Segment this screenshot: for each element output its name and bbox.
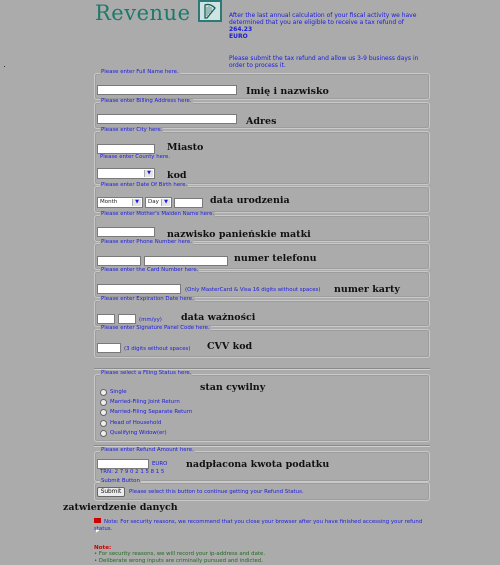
- full-name-input[interactable]: [97, 85, 237, 95]
- city-input[interactable]: [97, 144, 155, 154]
- note-title: Note:: [94, 545, 112, 551]
- city-label: Please enter City here.: [101, 127, 163, 133]
- refund-currency: EURO: [229, 33, 248, 40]
- maiden-label: Please enter Mother's Maiden Name here.: [101, 211, 215, 217]
- security-note: Note: For security reasons, we recommend that you close your browser after you have finished accessing your refund status.: [94, 519, 423, 532]
- radio-button[interactable]: [100, 409, 107, 416]
- annotation-address: Adres: [246, 116, 277, 127]
- annotation-filing: stan cywilny: [200, 382, 266, 393]
- annotation-city: Miasto: [167, 142, 204, 153]
- phone-label: Please enter Phone Number here.: [101, 239, 192, 245]
- stray-dot: [4, 66, 5, 67]
- filing-option-label: Head of Household: [110, 420, 162, 426]
- intro-sentence: After the last annual calculation of your fiscal activity we have determined that you are eligible to receive a tax refund of: [229, 12, 417, 26]
- annotation-expiry: data ważności: [181, 312, 256, 323]
- submit-legend: Submit Button: [101, 478, 140, 484]
- dob-label: Please enter Date Of Birth here.: [101, 182, 188, 188]
- annotation-card: numer karty: [334, 284, 400, 295]
- annotation-phone: numer telefonu: [234, 253, 317, 264]
- annotation-refund: nadpłacona kwota podatku: [186, 459, 330, 470]
- filing-option-label: Married-Filing Joint Return: [110, 399, 180, 405]
- radio-button[interactable]: [100, 430, 107, 437]
- dob-year-input[interactable]: [174, 198, 203, 208]
- card-hint: (Only MasterCard & Visa 16 digits without spaces): [185, 287, 321, 293]
- filing-option-label: Single: [110, 389, 127, 395]
- county-label: Please enter County here.: [100, 154, 171, 160]
- note-line-1: • For security reasons, we will record your ip-address and date.: [94, 551, 266, 557]
- phone-number-input[interactable]: [144, 256, 228, 266]
- cvv-input[interactable]: [97, 343, 121, 353]
- cvv-label: Please enter Signature Panel Code here.: [101, 325, 210, 331]
- annotation-maiden: nazwisko panieńskie matki: [167, 229, 311, 240]
- expiry-hint: (mm/yy): [139, 317, 162, 323]
- dob-month-value: Month: [100, 199, 118, 205]
- filing-option-label: Qualifying Widow(er): [110, 430, 167, 436]
- chevron-down-icon: ▼: [144, 170, 153, 177]
- phone-prefix-input[interactable]: [97, 256, 141, 266]
- radio-button[interactable]: [100, 399, 107, 406]
- expiry-month-input[interactable]: [97, 314, 115, 324]
- harp-logo-icon: [198, 0, 222, 22]
- refund-currency-label: EURO: [152, 461, 168, 467]
- expiry-label: Please enter Expiration Date here.: [101, 296, 194, 302]
- submit-hint: Please select this button to continue getting your Refund Status.: [129, 489, 304, 495]
- filing-status-label: Please select a Filing Status here.: [101, 370, 192, 376]
- radio-button[interactable]: [100, 389, 107, 396]
- intro-text: [229, 12, 425, 40]
- refund-amount: 264.23: [229, 26, 253, 33]
- billing-address-input[interactable]: [97, 114, 237, 124]
- submit-button[interactable]: Submit: [97, 487, 125, 497]
- refund-amount-input[interactable]: [97, 459, 149, 469]
- note-line-2: • Deliberate wrong inputs are criminally pursued and indicted.: [94, 558, 263, 564]
- submit-note: Please submit the tax refund and allow us 3-9 business days in order to process it.: [229, 55, 419, 69]
- dob-day-value: Day: [148, 199, 159, 205]
- annotation-full-name: Imię i nazwisko: [246, 86, 329, 97]
- filing-option-label: Married-Filing Separate Return: [110, 409, 193, 415]
- annotation-cvv: CVV kod: [207, 341, 253, 352]
- cvv-hint: (3 digits without spaces): [124, 346, 191, 352]
- trn-text: TRN: 2 7 9 0 2 1 5 8 1 5: [100, 469, 165, 475]
- radio-button[interactable]: [100, 420, 107, 427]
- billing-address-label: Please enter Billing Address here.: [101, 98, 192, 104]
- chevron-down-icon: ▼: [161, 199, 170, 206]
- chevron-down-icon: ▼: [132, 199, 141, 206]
- dob-month-select[interactable]: [97, 197, 143, 208]
- expiry-year-input[interactable]: [118, 314, 136, 324]
- maiden-input[interactable]: [97, 227, 155, 237]
- refund-label: Please enter Refund Amount here.: [101, 447, 194, 453]
- card-number-input[interactable]: [97, 284, 181, 294]
- card-label: Please enter the Card Number here.: [101, 267, 199, 273]
- annotation-county: kod: [167, 170, 187, 181]
- annotation-confirm: zatwierdzenie danych: [63, 502, 178, 513]
- annotation-dob: data urodzenia: [210, 195, 290, 206]
- county-select[interactable]: [97, 168, 155, 179]
- full-name-label: Please enter Full Name here.: [101, 69, 179, 75]
- cvv-fieldset: [94, 325, 430, 358]
- logo-text: Revenue: [95, 1, 191, 25]
- dob-day-select[interactable]: [145, 197, 172, 208]
